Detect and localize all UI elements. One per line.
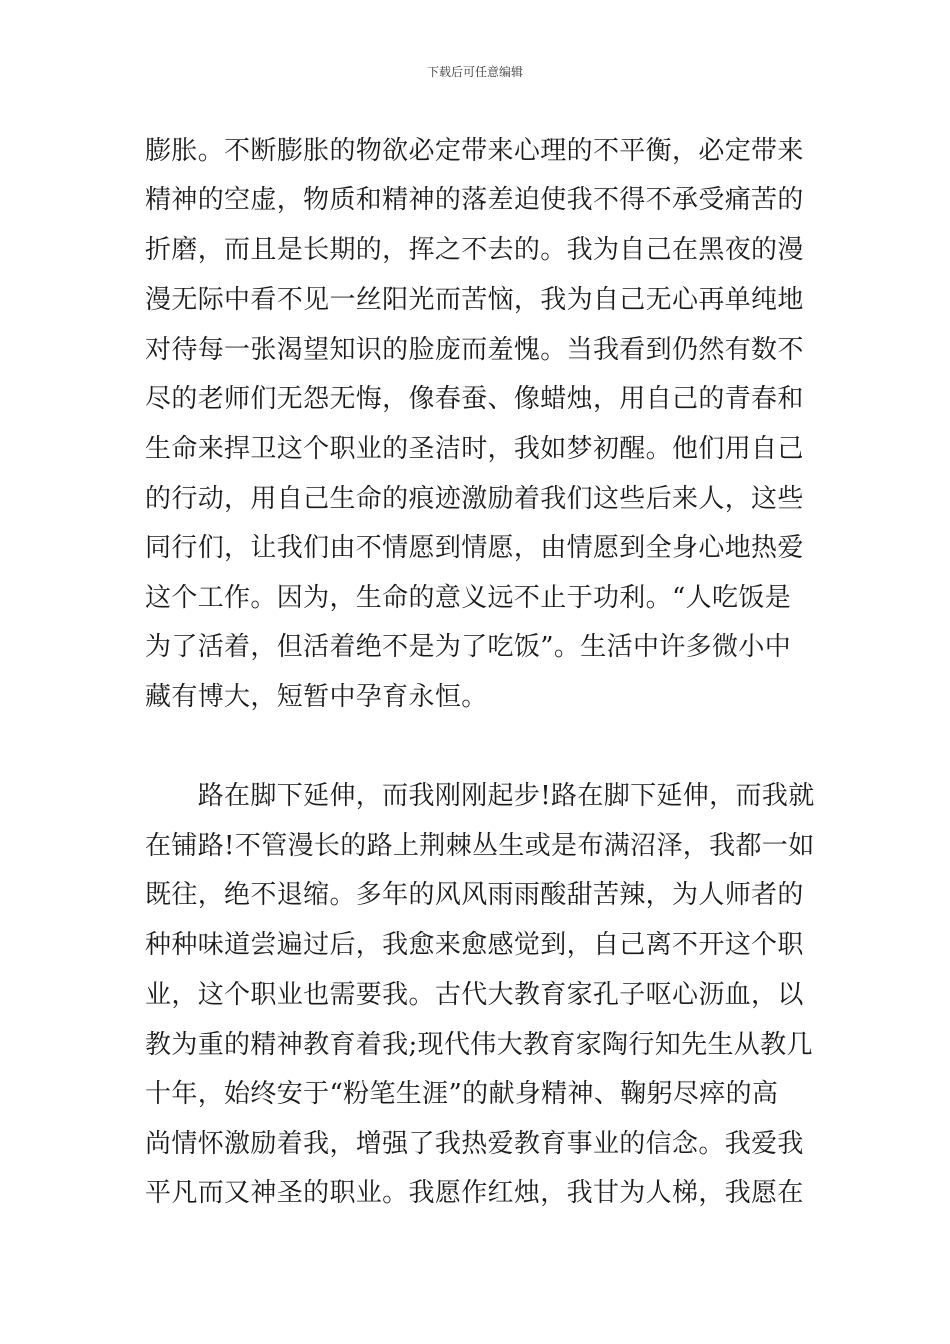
- text-line: 对待每一张渴望知识的脸庞而羞愧。当我看到仍然有数不: [145, 335, 804, 365]
- text-line: 的行动，用自己生命的痕迹激励着我们这些后来人，这些: [145, 484, 804, 514]
- text-line: 膨胀。不断膨胀的物欲必定带来心理的不平衡，必定带来: [145, 136, 804, 166]
- text-line: 路在脚下延伸，而我刚刚起步!路在脚下延伸，而我就: [145, 781, 815, 811]
- text-line: 精神的空虚，物质和精神的落差迫使我不得不承受痛苦的: [145, 185, 804, 215]
- text-line: 折磨，而且是长期的，挥之不去的。我为自己在黑夜的漫: [145, 235, 804, 265]
- text-line: 在铺路!不管漫长的路上荆棘丛生或是布满沼泽，我都一如: [145, 831, 815, 861]
- text-line: 教为重的精神教育着我;现代伟大教育家陶行知先生从教几: [145, 1030, 813, 1060]
- text-line: 为了活着，但活着绝不是为了吃饭”。生活中许多微小中: [145, 632, 792, 662]
- text-line: 这个工作。因为，生命的意义远不止于功利。“人吃饭是: [145, 583, 792, 613]
- text-line: 生命来捍卫这个职业的圣洁时，我如梦初醒。他们用自己: [145, 434, 804, 464]
- text-line: 既往，绝不退缩。多年的风风雨雨酸甜苦辣，为人师者的: [145, 880, 804, 910]
- text-line: 业，这个职业也需要我。古代大教育家孔子呕心沥血，以: [145, 980, 804, 1010]
- text-line: 尚情怀激励着我，增强了我热爱教育事业的信念。我爱我: [145, 1129, 804, 1159]
- page-header: 下载后可任意编辑: [426, 65, 523, 79]
- text-line: 尽的老师们无怨无悔，像春蚕、像蜡烛，用自己的青春和: [145, 384, 804, 414]
- text-line: 同行们，让我们由不情愿到情愿，由情愿到全身心地热爱: [145, 533, 804, 563]
- text-line: 漫无际中看不见一丝阳光而苦恼，我为自己无心再单纯地: [145, 285, 804, 315]
- text-line: 藏有博大，短暂中孕育永恒。: [145, 682, 488, 712]
- text-line: 种种味道尝遍过后，我愈来愈感觉到，自己离不开这个职: [145, 930, 804, 960]
- text-line: 平凡而又神圣的职业。我愿作红烛，我甘为人梯，我愿在: [145, 1178, 804, 1208]
- text-line: 十年，始终安于“粉笔生涯”的献身精神、鞠躬尽瘁的高: [145, 1079, 779, 1109]
